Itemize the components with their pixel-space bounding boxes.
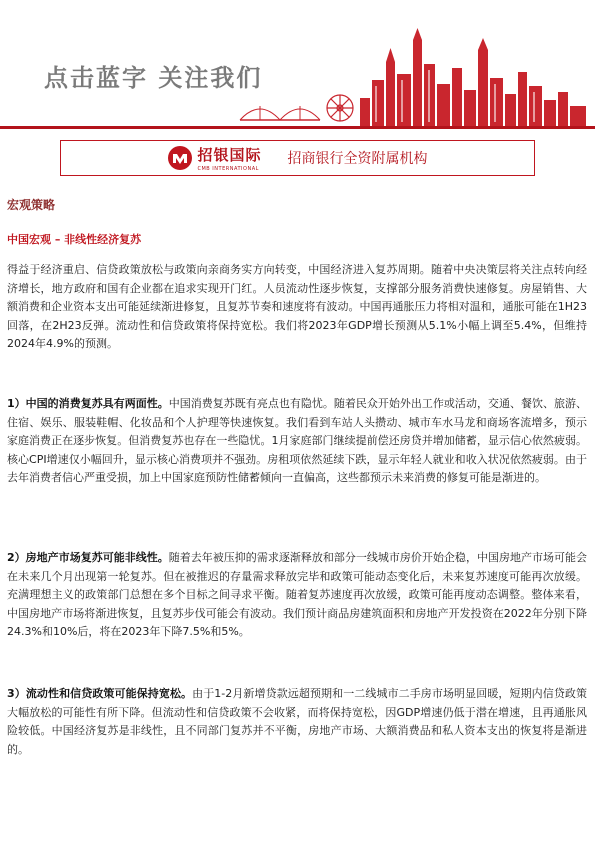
point-body-3: 由于1-2月新增贷款远超预期和一二线城市二手房市场明显回暖，短期内信贷政策大幅放松的可能性有所下降。但流动性和信贷政策不会收紧，而将保持宽松，因GDP增速仍低于潜在增速，且再通胀风险较低。中国经济复苏是非线性，且不同部门复苏并不平衡，房地产市场、大额消费品和私人资本支出的恢复将是渐进的。	[7, 687, 588, 756]
intro-paragraph: 得益于经济重启、信贷政策放松与政策向亲商务实方向转变，中国经济进入复苏周期。随着中央决策层将关注点转向经济增长，地方政府和国有企业都在追求实现开门红。人员流动性逐步恢复，支撑部分服务消费快速修复。房屋销售、大额消费和企业资本支出可能延续渐进修复，且复苏节奏和速度将有波动。中国再通胀压力将相对温和，通胀可能在1H23回落，在2H23反弹。流动性和信贷政策将保持宽松。我们将2023年GDP增长预测从5.1%小幅上调至5.4%，但维持2024年4.9%的预测。	[7, 263, 587, 350]
sub-heading: 中国宏观 – 非线性经济复苏	[7, 233, 142, 246]
point-paragraph-1	[7, 395, 587, 488]
cmbi-logo-box	[60, 140, 535, 176]
point-lead-1: 1）中国的消费复苏具有两面性。	[7, 397, 169, 410]
point-paragraph-2	[7, 549, 587, 642]
header-banner	[0, 0, 595, 130]
cmbi-tagline: 招商银行全资附属机构	[287, 151, 428, 167]
follow-slogan[interactable]: 点击蓝字 关注我们	[44, 64, 263, 92]
city-skyline-illustration	[235, 28, 590, 128]
cmbi-name-cn: 招银国际	[197, 146, 262, 164]
cmbi-logo-icon	[167, 145, 193, 171]
cmbi-logo-text	[197, 144, 261, 172]
point-paragraph-3	[7, 685, 587, 759]
section-heading: 宏观策略	[7, 198, 56, 212]
point-body-2: 随着去年被压抑的需求逐渐释放和部分一线城市房价开始企稳，中国房地产市场可能会在未来几个月出现第一轮复苏。但在被推迟的存量需求释放完毕和政策可能动态变化后，未来复苏速度可能再次放缓。充满理想主义的政策部门总想在多个目标之间寻求平衡。随着复苏速度再次放缓，政策可能再度动态调整。整体来看，中国房地产市场将渐进恢复，且复苏步伐可能会有波动。我们预计商品房建筑面积和房地产开发投资在2022年分别下降24.3%和10%后，将在2023年下降7.5%和5%。	[7, 551, 588, 638]
point-lead-2: 2）房地产市场复苏可能非线性。	[7, 551, 169, 564]
banner-divider	[0, 126, 595, 129]
cmbi-name-en: CMB INTERNATIONAL	[197, 166, 259, 172]
point-body-1: 中国消费复苏既有亮点也有隐忧。随着民众开始外出工作或活动，交通、餐饮、旅游、住宿、娱乐、服装鞋帽、化妆品和个人护理等快速恢复。我们看到车站人头攒动、城市车水马龙和商场客流增多，预示家庭消费正在逐步恢复。但消费复苏也存在一些隐忧。1月家庭部门继续提前偿还房贷并增加储蓄，显示信心依然疲弱。核心CPI增速仅小幅回升，显示核心消费项并不强劲。房租项依然延续下跌，显示年轻人就业和收入状况依然疲弱。由于去年消费者信心严重受损，加上中国家庭预防性储蓄倾向一直偏高，这些都预示未来消费的修复可能是渐进的。	[7, 397, 588, 484]
point-lead-3: 3）流动性和信贷政策可能保持宽松。	[7, 687, 193, 700]
